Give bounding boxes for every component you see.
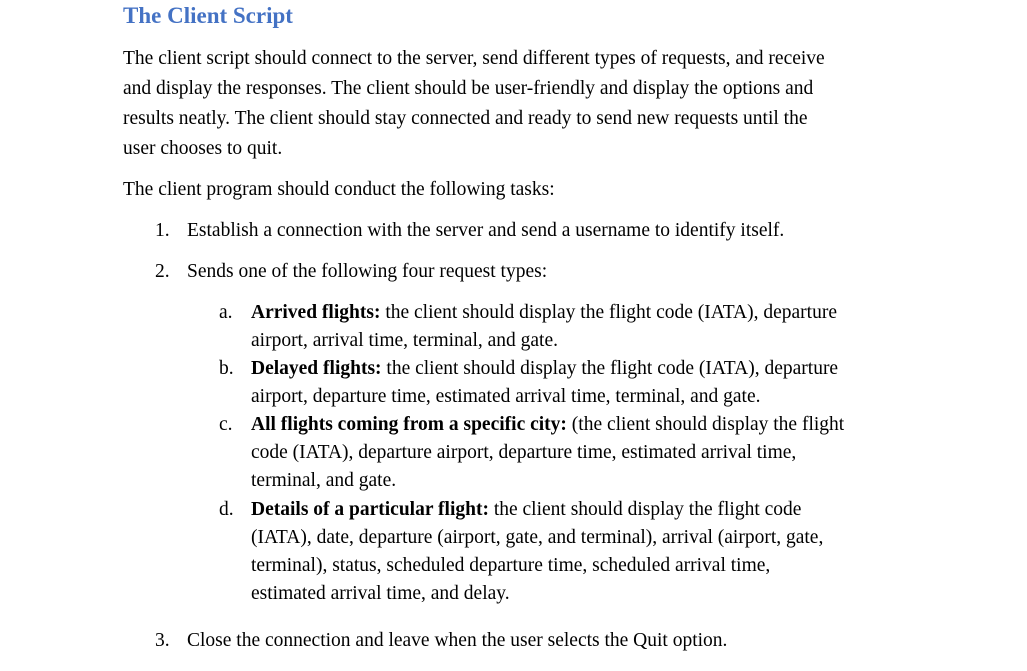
intro-line: The client script should connect to the server, send different types of requests, and receive bbox=[123, 48, 825, 69]
task-number: 3. bbox=[155, 630, 170, 651]
request-type-text: airport, departure time, estimated arrival time, terminal, and gate. bbox=[251, 386, 761, 407]
request-type-letter: c. bbox=[219, 414, 233, 435]
request-type-text: airport, arrival time, terminal, and gate. bbox=[251, 330, 559, 351]
request-type-text: the client should display the flight code (IATA), departure bbox=[381, 358, 839, 379]
request-type-text: terminal, and gate. bbox=[251, 470, 397, 491]
request-type-letter: a. bbox=[219, 302, 233, 323]
task-number: 2. bbox=[155, 261, 170, 282]
request-type-text: (IATA), date, departure (airport, gate, and terminal), arrival (airport, gate, bbox=[251, 527, 824, 548]
tasks-intro: The client program should conduct the following tasks: bbox=[123, 179, 555, 200]
request-type-text: the client should display the flight code bbox=[488, 499, 802, 520]
request-type-label: Details of a particular flight: bbox=[251, 499, 489, 520]
request-type-letter: d. bbox=[219, 499, 234, 520]
task-text: Close the connection and leave when the user selects the Quit option. bbox=[187, 630, 728, 651]
request-type-label: All flights coming from a specific city: bbox=[251, 414, 567, 435]
request-type-label: Arrived flights: bbox=[251, 302, 381, 323]
request-type-letter: b. bbox=[219, 358, 234, 379]
intro-line: user chooses to quit. bbox=[123, 138, 283, 159]
request-type-text: the client should display the flight code (IATA), departure bbox=[380, 302, 837, 323]
section-title: The Client Script bbox=[123, 3, 293, 28]
intro-line: and display the responses. The client should be user-friendly and display the options and bbox=[123, 78, 814, 99]
request-type-text: terminal), status, scheduled departure time, scheduled arrival time, bbox=[251, 555, 771, 576]
request-type-text: estimated arrival time, and delay. bbox=[251, 583, 510, 604]
request-type-label: Delayed flights: bbox=[251, 358, 382, 379]
request-type-text: (the client should display the flight bbox=[566, 414, 845, 435]
request-type-text: code (IATA), departure airport, departure time, estimated arrival time, bbox=[251, 442, 797, 463]
intro-line: results neatly. The client should stay connected and ready to send new requests until the bbox=[123, 108, 808, 129]
task-text: Establish a connection with the server and send a username to identify itself. bbox=[187, 220, 785, 241]
intro-paragraph bbox=[123, 44, 825, 164]
task-text: Sends one of the following four request types: bbox=[187, 261, 548, 282]
task-number: 1. bbox=[155, 220, 170, 241]
